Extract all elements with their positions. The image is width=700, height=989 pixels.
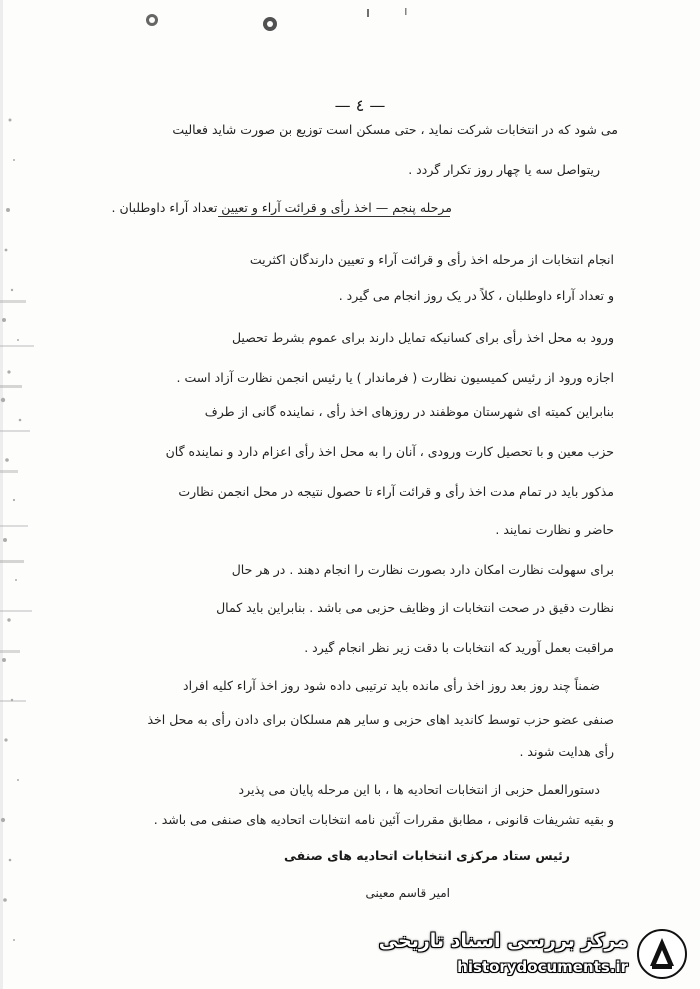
section-heading: مرحله پنجم — اخذ رأی و قرائت آراء و تعیین تعداد آراء داوطلبان . bbox=[111, 200, 452, 215]
text-line: رأی هدایت شوند . bbox=[519, 744, 614, 759]
text-line: دستورالعمل حزبی از انتخابات اتحادیه ها ، با این مرحله پایان می پذیرد bbox=[238, 782, 600, 797]
binding-hole-marks bbox=[0, 6, 700, 36]
watermark-url: historydocuments.ir bbox=[457, 958, 628, 976]
text-line: و تعداد آراء داوطلبان ، کلاً در یک روز انجام می گیرد . bbox=[338, 288, 614, 303]
watermark bbox=[378, 926, 692, 982]
page-number: — ٤ — bbox=[334, 96, 386, 115]
watermark-title: مرکز بررسی اسناد تاریخی bbox=[378, 930, 628, 952]
heading-underline bbox=[218, 216, 450, 217]
text-line: حاضر و نظارت نمایند . bbox=[495, 522, 614, 537]
text-line: برای سهولت نظارت امکان دارد بصورت نظارت را انجام دهند . در هر حال bbox=[231, 562, 614, 577]
text-line: مذکور باید در تمام مدت اخذ رأی و قرائت آراء تا حصول نتیجه در محل انجمن نظارت bbox=[178, 484, 614, 499]
text-line: مراقبت بعمل آورید که انتخابات با دقت زیر نظر انجام گیرد . bbox=[304, 640, 614, 655]
signature-title: رئیس ستاد مرکزی انتخابات اتحادیه های صنفی bbox=[283, 848, 570, 863]
text-line: ورود به محل اخذ رأی برای کسانیکه تمایل دارند برای عموم بشرط تحصیل bbox=[231, 330, 614, 345]
text-line: حزب معین و با تحصیل کارت ورودی ، آنان را به محل اخذ رأی اعزام دارد و نماینده گان bbox=[165, 444, 614, 459]
scan-edge-noise bbox=[0, 0, 46, 989]
text-line: نظارت دقیق در صحت انتخابات از وظایف حزبی می باشد . بنابراین باید کمال bbox=[216, 600, 614, 615]
text-line: صنفی عضو حزب توسط کاندید اهای حزبی و سایر هم مسلکان برای دادن رأی به محل اخذ bbox=[147, 712, 614, 727]
text-line: اجازه ورود از رئیس کمیسیون نظارت ( فرماندار ) یا رئیس انجمن نظارت آزاد است . bbox=[176, 370, 614, 385]
text-line: می شود که در انتخابات شرکت نماید ، حتی مسکن است توزیع بن صورت شاید فعالیت bbox=[172, 122, 618, 137]
text-line: ریتواصل سه یا چهار روز تکرار گردد . bbox=[408, 162, 600, 177]
signature-name: امیر قاسم معینی bbox=[365, 886, 450, 900]
text-line: بنابراین کمیته ای شهرستان موظفند در روزهای اخذ رأی ، نماینده گانی از طرف bbox=[204, 404, 614, 419]
text-line: و بقیه تشریفات قانونی ، مطابق مقررات آئین نامه انتخابات اتحادیه های صنفی می باشد . bbox=[153, 812, 614, 827]
archive-logo-icon bbox=[636, 928, 688, 980]
text-line: انجام انتخابات از مرحله اخذ رأی و قرائت آراء و تعیین دارندگان اکثریت bbox=[249, 252, 614, 267]
text-line: ضمناً چند روز بعد روز اخذ رأی مانده باید ترتیبی داده شود روز اخذ آراء کلیه افراد bbox=[183, 678, 600, 693]
